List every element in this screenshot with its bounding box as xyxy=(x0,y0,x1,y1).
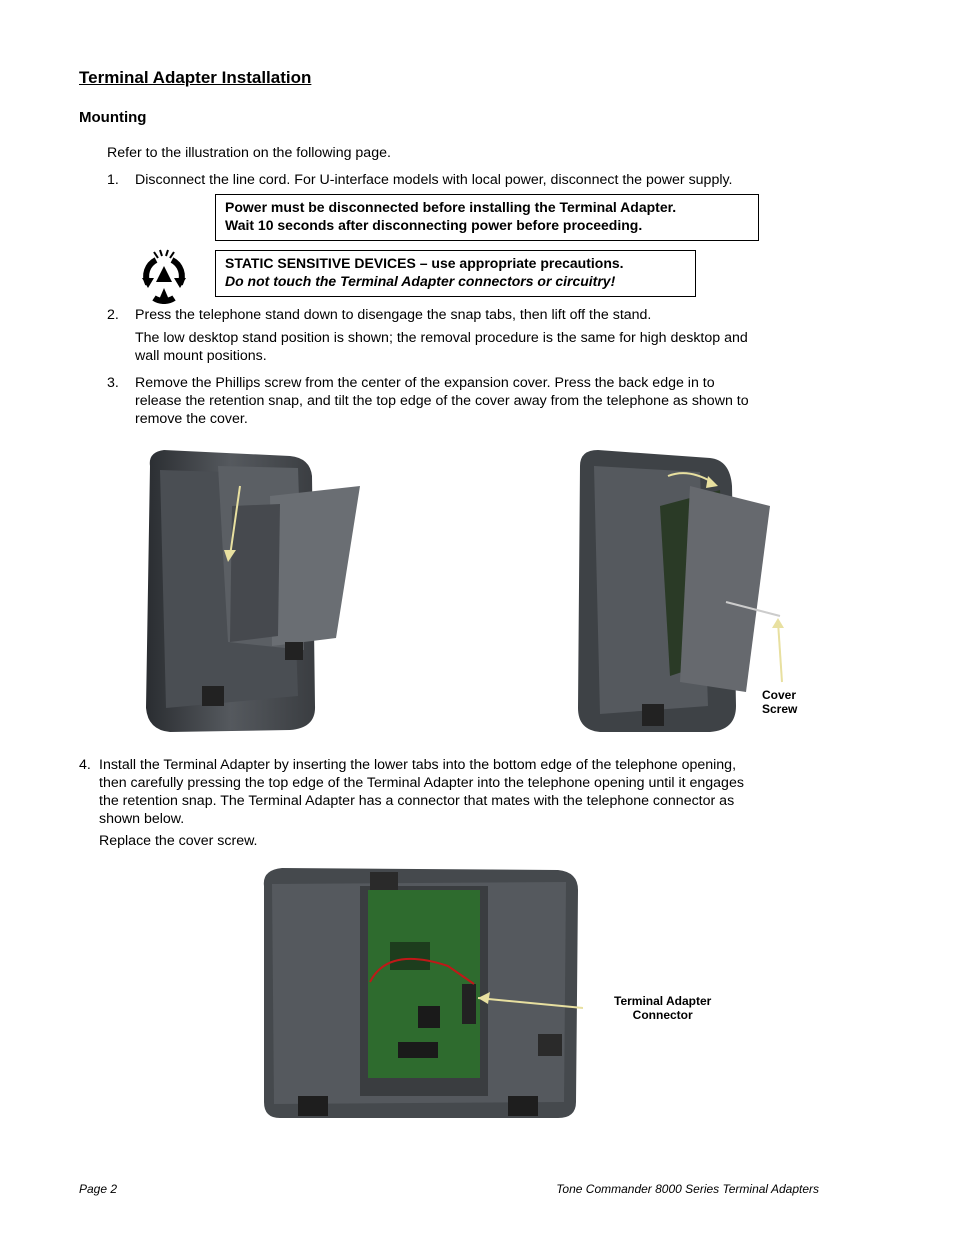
power-warning-line-1: Power must be disconnected before installing the Terminal Adapter. xyxy=(225,199,677,215)
cover-screw-callout-line-2: Screw xyxy=(762,702,798,716)
connector-callout-line-1: Terminal Adapter xyxy=(614,994,712,1008)
step-3-line-1: Remove the Phillips screw from the center of the expansion cover. Press the back edge in to xyxy=(135,375,715,391)
step-3-line-3: remove the cover. xyxy=(135,411,248,427)
step-3-number: 3. xyxy=(107,375,119,391)
connector-callout-line-2: Connector xyxy=(632,1008,693,1022)
esd-warning-icon xyxy=(134,248,194,304)
footer-document-title: Tone Commander 8000 Series Terminal Adapters xyxy=(556,1182,819,1196)
step-2-number: 2. xyxy=(107,307,119,323)
step-4-line-3: the retention snap. The Terminal Adapter has a connector that mates with the telephone connector as xyxy=(99,793,735,809)
page-heading: Terminal Adapter Installation xyxy=(79,68,312,87)
power-warning-box xyxy=(215,194,759,241)
section-heading: Mounting xyxy=(79,109,147,126)
step-4-line-2: then carefully pressing the top edge of the Terminal Adapter into the telephone opening until it engages xyxy=(99,775,744,791)
phone-stand-removal-photo xyxy=(140,446,365,734)
step-2-text: Press the telephone stand down to disengage the snap tabs, then lift off the stand. xyxy=(135,307,652,323)
step-4-line-1: Install the Terminal Adapter by inserting the lower tabs into the bottom edge of the telephone opening, xyxy=(99,757,737,773)
step-2-note-line-2: wall mount positions. xyxy=(135,348,267,364)
step-1-text: Disconnect the line cord. For U-interface models with local power, disconnect the power supply. xyxy=(135,172,733,188)
step-4-note: Replace the cover screw. xyxy=(99,833,258,849)
cover-screw-callout xyxy=(762,688,797,716)
intro-text: Refer to the illustration on the following page. xyxy=(107,145,391,161)
static-warning-line-2: Do not touch the Terminal Adapter connectors or circuitry! xyxy=(225,273,616,289)
step-4-line-4: shown below. xyxy=(99,811,185,827)
cover-screw-callout-line-1: Cover xyxy=(762,688,797,702)
terminal-adapter-installed-photo xyxy=(258,856,583,1122)
power-warning-line-2: Wait 10 seconds after disconnecting power before proceeding. xyxy=(225,217,643,233)
static-warning-box xyxy=(215,250,696,297)
step-3-line-2: release the retention snap, and tilt the top edge of the cover away from the telephone as shown to xyxy=(135,393,749,409)
step-4-number: 4. xyxy=(79,757,91,773)
step-1-number: 1. xyxy=(107,172,119,188)
static-warning-line-1: STATIC SENSITIVE DEVICES – use appropriate precautions. xyxy=(225,255,624,271)
cover-removal-photo xyxy=(570,446,785,734)
footer-page-number: Page 2 xyxy=(79,1182,118,1196)
connector-callout xyxy=(614,994,711,1022)
step-2-note-line-1: The low desktop stand position is shown; the removal procedure is the same for high desktop and xyxy=(135,330,748,346)
